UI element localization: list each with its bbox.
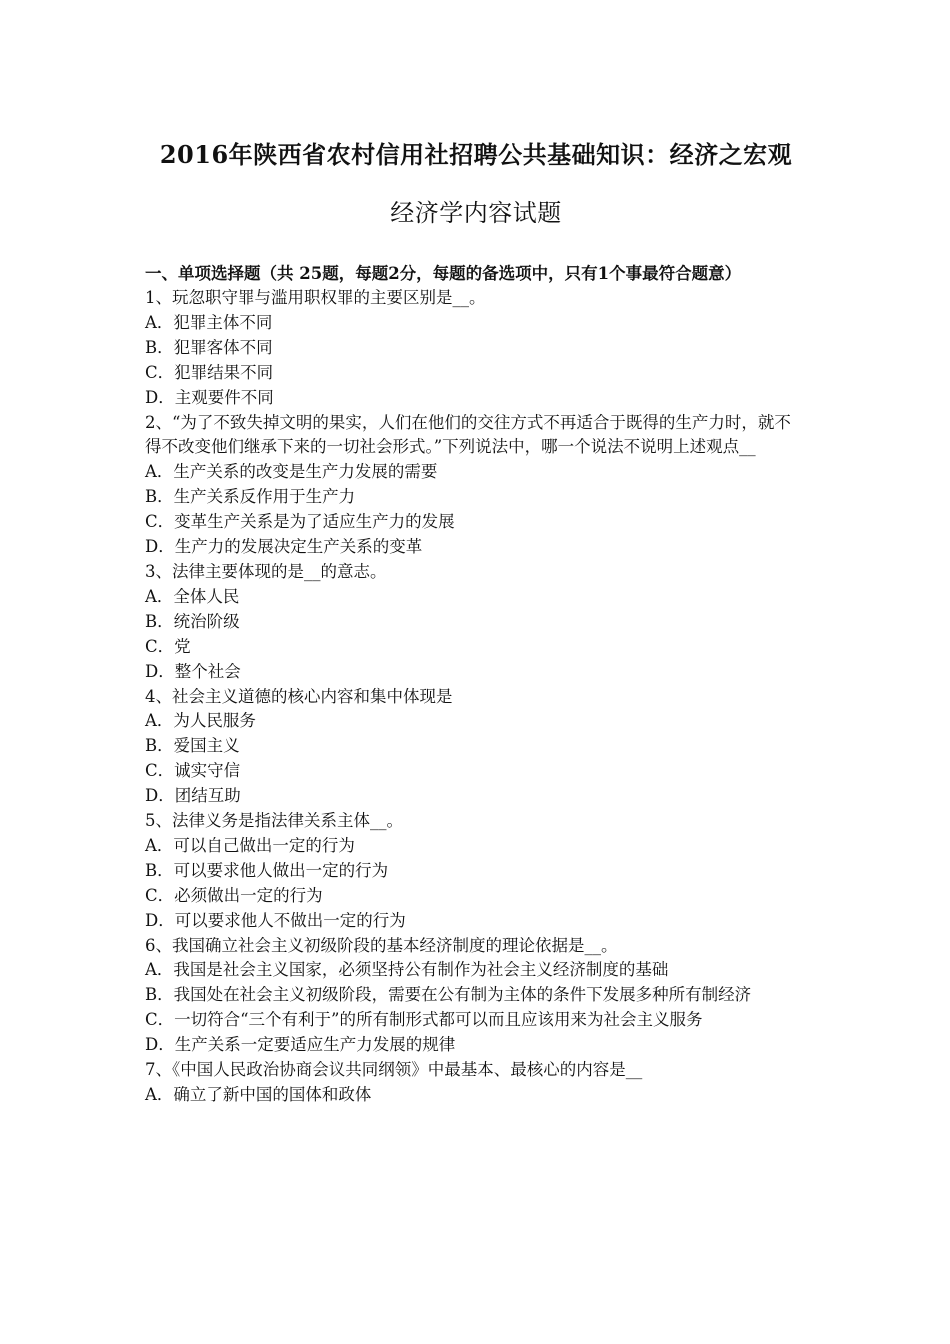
answer-option: A．犯罪主体不同 bbox=[145, 312, 273, 332]
question-block bbox=[145, 809, 807, 934]
answer-option: B．生产关系反作用于生产力 bbox=[145, 487, 356, 507]
answer-option: D．整个社会 bbox=[145, 661, 241, 681]
document-page bbox=[145, 140, 807, 1108]
answer-option: C．诚实守信 bbox=[145, 761, 241, 781]
question-stem: 2、“为了不致失掉文明的果实，人们在他们的交往方式不再适合于既得的生产力时，就不得不改变他们继承下来的一切社会形式。”下列说法中，哪一个说法不说明上述观点__ bbox=[145, 412, 791, 457]
answer-option: D．主观要件不同 bbox=[145, 387, 274, 407]
question-stem: 7、《中国人民政治协商会议共同纲领》中最基本、最核心的内容是__ bbox=[145, 1060, 643, 1080]
document-title-line-1: 2016年陕西省农村信用社招聘公共基础知识：经济之宏观 bbox=[159, 140, 793, 169]
answer-option: B．爱国主义 bbox=[145, 736, 240, 756]
answer-option: B．统治阶级 bbox=[145, 611, 240, 631]
answer-option: B．犯罪客体不同 bbox=[145, 337, 273, 357]
answer-option: B．可以要求他人做出一定的行为 bbox=[145, 860, 389, 880]
question-stem: 3、法律主要体现的是__的意志。 bbox=[145, 561, 387, 581]
answer-option: A．为人民服务 bbox=[145, 711, 256, 731]
answer-option: A．全体人民 bbox=[145, 586, 240, 606]
answer-option: C．变革生产关系是为了适应生产力的发展 bbox=[145, 512, 455, 532]
question-stem: 5、法律义务是指法律关系主体__。 bbox=[145, 811, 403, 831]
answer-option: D．生产力的发展决定生产关系的变革 bbox=[145, 537, 423, 557]
section-heading: 一、单项选择题（共 25题，每题2分，每题的备选项中，只有1个事最符合题意） bbox=[145, 264, 742, 283]
answer-option: D．团结互助 bbox=[145, 786, 241, 806]
answer-option: A．我国是社会主义国家，必须坚持公有制作为社会主义经济制度的基础 bbox=[145, 960, 669, 980]
question-stem: 6、我国确立社会主义初级阶段的基本经济制度的理论依据是__。 bbox=[145, 935, 618, 955]
answer-option: C．一切符合“三个有利于”的所有制形式都可以而且应该用来为社会主义服务 bbox=[145, 1010, 703, 1030]
answer-option: C．犯罪结果不同 bbox=[145, 362, 274, 382]
answer-option: D．生产关系一定要适应生产力发展的规律 bbox=[145, 1035, 456, 1055]
question-block bbox=[145, 560, 807, 685]
question-stem: 4、社会主义道德的核心内容和集中体现是 bbox=[145, 686, 453, 706]
question-list bbox=[145, 286, 807, 1108]
question-block bbox=[145, 1058, 807, 1108]
answer-option: D．可以要求他人不做出一定的行为 bbox=[145, 910, 406, 930]
answer-option: A．生产关系的改变是生产力发展的需要 bbox=[145, 462, 438, 482]
question-block bbox=[145, 286, 807, 411]
question-stem: 1、玩忽职守罪与滥用职权罪的主要区别是__。 bbox=[145, 288, 486, 307]
answer-option: C．必须做出一定的行为 bbox=[145, 885, 323, 905]
answer-option: B．我国处在社会主义初级阶段，需要在公有制为主体的条件下发展多种所有制经济 bbox=[145, 985, 752, 1005]
answer-option: A．可以自己做出一定的行为 bbox=[145, 835, 355, 855]
document-title-line-2: 经济学内容试题 bbox=[390, 199, 562, 227]
answer-option: C．党 bbox=[145, 636, 191, 656]
question-block bbox=[145, 934, 807, 1059]
question-block bbox=[145, 685, 807, 810]
answer-option: A．确立了新中国的国体和政体 bbox=[145, 1085, 372, 1104]
question-block bbox=[145, 411, 807, 560]
